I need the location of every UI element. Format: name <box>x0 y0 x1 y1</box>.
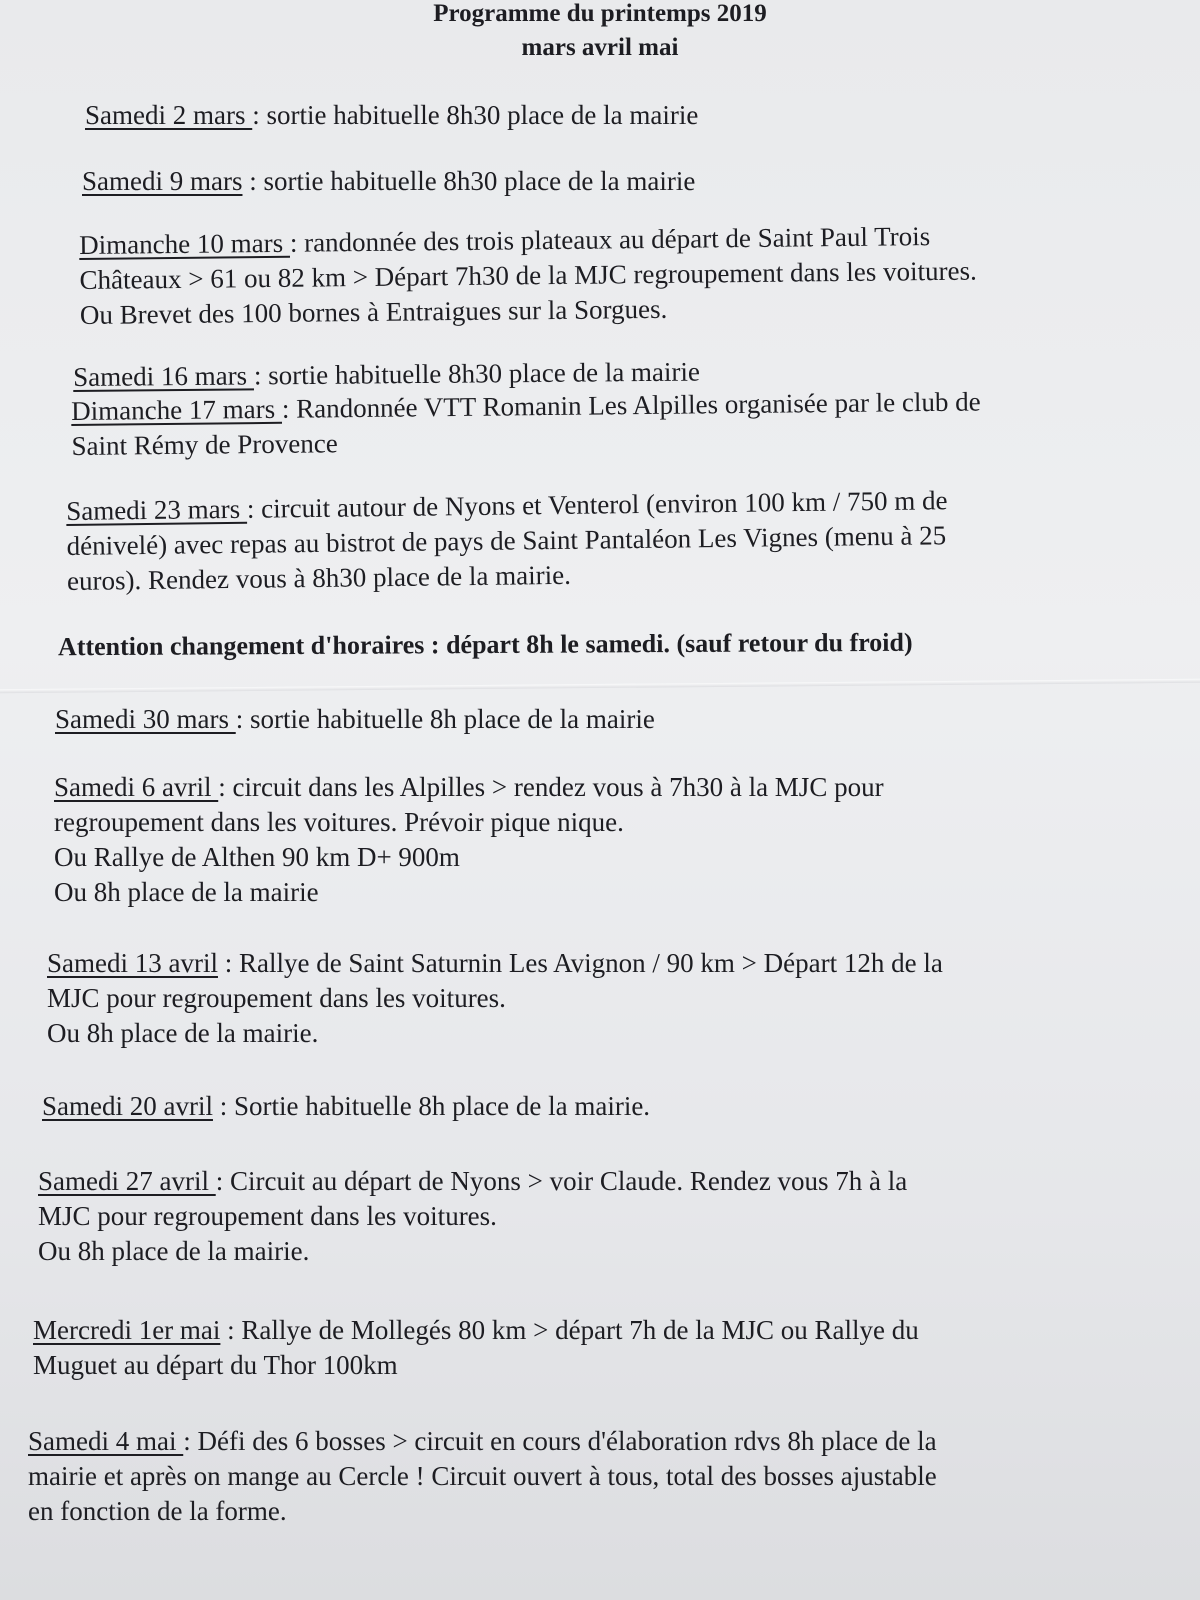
entry-text: : Défi des 6 bosses > circuit en cours d'élaboration rdvs 8h place de la <box>183 1426 937 1456</box>
entry-text: : Circuit au départ de Nyons > voir Claude. Rendez vous 7h à la <box>215 1166 908 1196</box>
entry-text: Ou 8h place de la mairie. <box>47 1018 319 1048</box>
schedule-entry <box>82 164 695 199</box>
entry-date: Samedi 16 mars <box>73 360 255 392</box>
entry-text: Ou Brevet des 100 bornes à Entraigues sur la Sorgues. <box>79 293 668 330</box>
schedule-entry <box>55 702 655 737</box>
entry-text: : sortie habituelle 8h place de la mairie <box>235 704 655 734</box>
schedule-notice: Attention changement d'horaires : départ 8h le samedi. (sauf retour du froid) <box>57 627 913 662</box>
entry-date: Samedi 13 avril <box>47 948 218 978</box>
schedule-entry <box>42 1089 650 1124</box>
schedule-entry <box>66 483 949 599</box>
entry-text: : Randonnée VTT Romanin Les Alpilles organisée par le club de <box>281 386 981 424</box>
entry-text: en fonction de la forme. <box>28 1496 287 1526</box>
entry-text: : Sortie habituelle 8h place de la mairie. <box>212 1091 651 1121</box>
schedule-entry <box>54 770 884 910</box>
entry-text: : Rallye de Saint Saturnin Les Avignon / 90 km > Départ 12h de la <box>217 948 943 978</box>
entry-text: Muguet au départ du Thor 100km <box>33 1350 398 1380</box>
entry-text: Châteaux > 61 ou 82 km > Départ 7h30 de la MJC regroupement dans les voitures. <box>79 255 977 295</box>
entry-text: : randonnée des trois plateaux au départ de Saint Paul Trois <box>289 221 931 258</box>
schedule-entry <box>85 98 698 133</box>
entry-text: MJC pour regroupement dans les voitures. <box>38 1201 497 1231</box>
document-subtitle: mars avril mai <box>521 34 679 61</box>
entry-date: Dimanche 17 mars <box>71 393 283 426</box>
schedule-entry <box>38 1164 907 1269</box>
entry-date: Mercredi 1er mai <box>33 1315 221 1345</box>
entry-text: Ou 8h place de la mairie. <box>38 1236 310 1266</box>
entry-text: dénivelé) avec repas au bistrot de pays de Saint Pantaléon Les Vignes (menu à 25 <box>66 520 947 561</box>
entry-date: Samedi 23 mars <box>66 493 248 526</box>
schedule-entry <box>79 219 977 333</box>
document-title: Programme du printemps 2019 <box>433 0 767 27</box>
entry-text: : sortie habituelle 8h30 place de la mairie <box>252 100 699 130</box>
entry-text: Ou 8h place de la mairie <box>54 877 319 907</box>
entry-text: : sortie habituelle 8h30 place de la mairie <box>242 166 696 196</box>
entry-text: Ou Rallye de Althen 90 km D+ 900m <box>54 842 460 872</box>
entry-date: Samedi 20 avril <box>42 1091 213 1121</box>
entry-text: mairie et après on mange au Cercle ! Circuit ouvert à tous, total des bosses ajustable <box>28 1461 937 1491</box>
entry-text: MJC pour regroupement dans les voitures. <box>47 983 506 1013</box>
entry-text: : circuit dans les Alpilles > rendez vous à 7h30 à la MJC pour <box>218 772 884 802</box>
paper-fold <box>0 679 1200 693</box>
entry-date: Samedi 6 avril <box>54 772 219 802</box>
entry-date: Samedi 4 mai <box>28 1426 184 1456</box>
entry-text: euros). Rendez vous à 8h30 place de la mairie. <box>66 559 572 596</box>
entry-date: Samedi 27 avril <box>38 1166 216 1196</box>
entry-date: Dimanche 10 mars <box>79 227 291 260</box>
entry-text: : circuit autour de Nyons et Venterol (environ 100 km / 750 m de <box>246 485 948 524</box>
entry-text: : sortie habituelle 8h30 place de la mairie <box>253 356 701 391</box>
entry-date: Samedi 2 mars <box>85 100 253 130</box>
entry-text: regroupement dans les voitures. Prévoir pique nique. <box>54 807 624 837</box>
schedule-entry <box>33 1313 919 1383</box>
entry-text: Saint Rémy de Provence <box>71 428 338 461</box>
entry-date: Samedi 9 mars <box>82 166 243 196</box>
schedule-entry <box>47 946 943 1051</box>
schedule-entry <box>71 384 981 464</box>
schedule-entry <box>28 1424 937 1529</box>
entry-text: : Rallye de Mollegés 80 km > départ 7h de la MJC ou Rallye du <box>220 1315 919 1345</box>
entry-date: Samedi 30 mars <box>55 704 236 734</box>
